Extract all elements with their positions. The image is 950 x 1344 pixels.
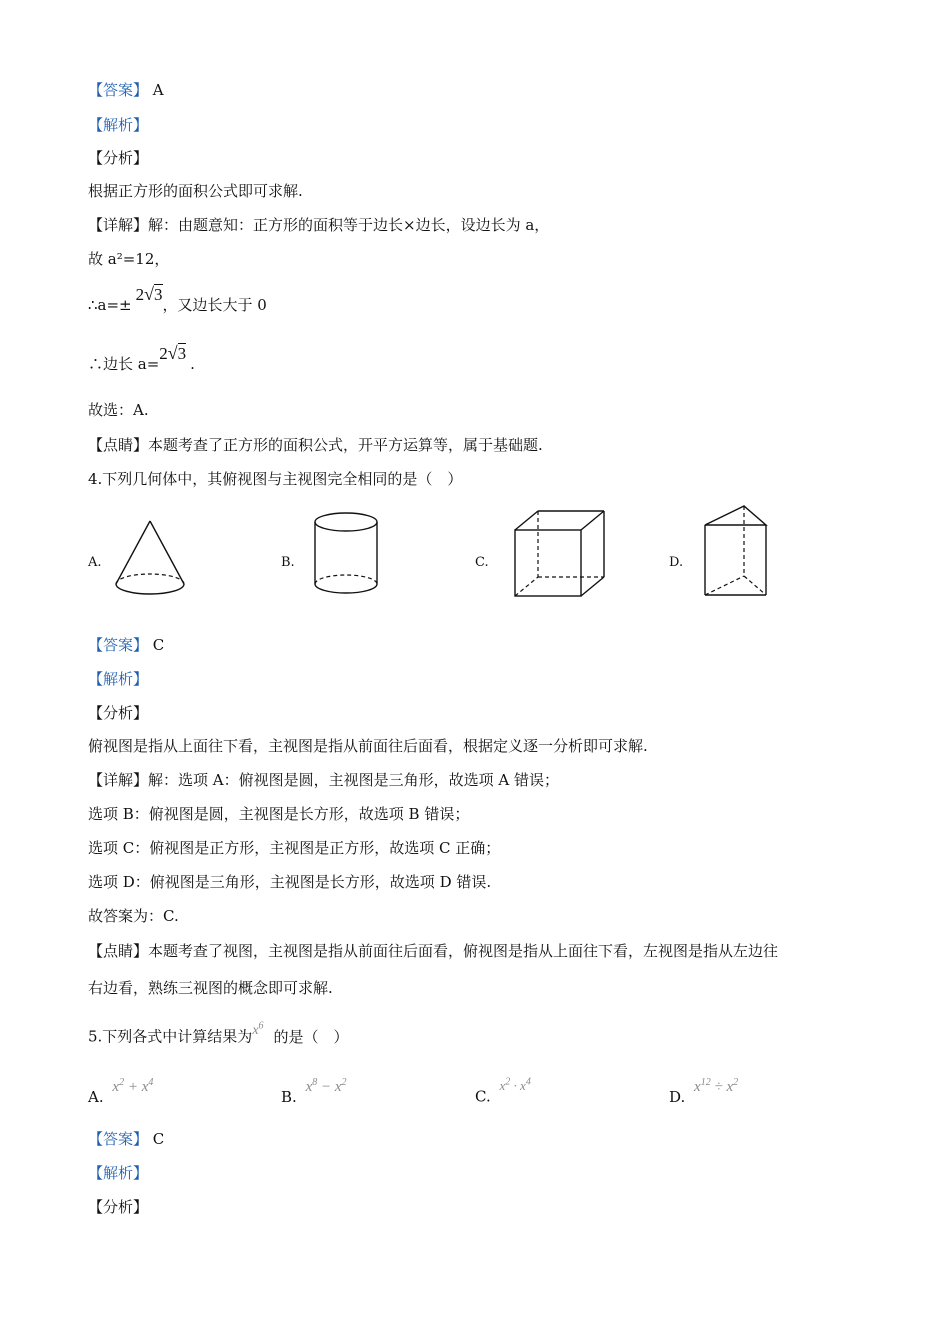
- q3-answer-line: [88, 80, 164, 100]
- detail-line: [88, 770, 559, 790]
- base-2: x: [726, 1079, 734, 1095]
- q5-option-b: [281, 1077, 347, 1108]
- option-expression: [694, 1079, 738, 1095]
- cylinder-figure: [310, 510, 382, 598]
- detail-text: 解：由题意知：正方形的面积等于边长×边长，设边长为 a，: [148, 216, 550, 234]
- q4-stem: 4.下列几何体中，其俯视图与主视图完全相同的是（ ）: [88, 470, 463, 488]
- base-2: x: [520, 1078, 526, 1094]
- dianjing-line: [88, 435, 543, 455]
- option-label: C.: [475, 1087, 491, 1106]
- equation-line: 故 a²=12，: [88, 250, 170, 268]
- root-line-2: [88, 343, 195, 374]
- base-1: x: [694, 1079, 701, 1095]
- exp-1: 12: [700, 1077, 711, 1088]
- stem-prefix: 5.下列各式中计算结果为: [88, 1027, 253, 1046]
- sqrt-expression: [159, 344, 186, 363]
- q5-answer-line: [88, 1129, 164, 1149]
- base-2: x: [334, 1079, 342, 1095]
- exp-1: 2: [119, 1077, 125, 1088]
- analysis-tag: 【解析】: [88, 116, 149, 134]
- answer-tag: 【答案】: [88, 1130, 149, 1148]
- choose-line: 故答案为：C.: [88, 907, 179, 925]
- base-1: x: [112, 1079, 120, 1095]
- fenxi-tag: 【分析】: [88, 704, 149, 722]
- stem-var: x: [252, 1022, 259, 1038]
- root-line-prefix: ∴a=±: [88, 296, 132, 314]
- detail-line: [88, 215, 549, 235]
- stem-exp: 6: [258, 1020, 264, 1031]
- root-line-suffix: ，又边长大于 0: [162, 296, 267, 314]
- q5-stem: [88, 1020, 349, 1049]
- sqrt-radicand: 3: [177, 344, 187, 363]
- prism-figure: [700, 503, 772, 601]
- fenxi-tag: 【分析】: [88, 1198, 149, 1216]
- operator: −: [321, 1079, 332, 1095]
- dianjing-line-2: 右边看，熟练三视图的概念即可求解.: [88, 979, 333, 997]
- option-expression: [112, 1079, 153, 1095]
- sqrt-radicand: 3: [154, 285, 163, 304]
- base-1: x: [499, 1078, 506, 1094]
- fenxi-text: 根据正方形的面积公式即可求解.: [88, 182, 303, 200]
- exp-2: 2: [733, 1077, 739, 1088]
- exp-2: 2: [341, 1077, 347, 1088]
- option-label: A.: [88, 1088, 104, 1106]
- option-label: D.: [669, 1088, 686, 1106]
- q5-option-c: [475, 1077, 531, 1107]
- exp-2: 4: [148, 1077, 154, 1088]
- answer-tag: 【答案】: [88, 81, 149, 99]
- option-label: B.: [281, 1088, 297, 1106]
- choose-line: 故选：A.: [88, 401, 149, 419]
- answer-value: C: [152, 1130, 165, 1148]
- root-line-prefix: ∴边长 a=: [88, 355, 160, 373]
- fenxi-tag: 【分析】: [88, 149, 149, 167]
- base-2: x: [141, 1079, 149, 1095]
- option-expression: [306, 1079, 347, 1095]
- cube-figure: [510, 508, 610, 600]
- operator: +: [127, 1079, 138, 1095]
- detail-text: 解：选项 A：俯视图是圆，主视图是三角形，故选项 A 错误；: [148, 771, 559, 789]
- sqrt-coefficient: 2: [159, 344, 168, 363]
- sqrt-expression: [136, 285, 163, 304]
- option-expression: [500, 1078, 531, 1093]
- detail-option-b: 选项 B：俯视图是圆，主视图是长方形，故选项 B 错误；: [88, 805, 470, 823]
- detail-option-c: 选项 C：俯视图是正方形，主视图是正方形，故选项 C 正确；: [88, 839, 501, 857]
- answer-tag: 【答案】: [88, 636, 149, 654]
- q5-option-d: [669, 1077, 739, 1108]
- dianjing-line: [88, 941, 778, 961]
- dianjing-text: 本题考查了视图，主视图是指从前面往后面看，俯视图是指从上面往下看，左视图是指从左边往: [148, 942, 779, 960]
- q4-option-b-label: B.: [281, 555, 295, 570]
- cone-figure: [112, 518, 188, 598]
- dianjing-text: 本题考查了正方形的面积公式，开平方运算等，属于基础题.: [148, 436, 543, 454]
- q4-option-d-label: D.: [669, 555, 684, 570]
- exp-1: 8: [312, 1077, 318, 1088]
- dianjing-tag: 【点睛】: [88, 436, 149, 454]
- base-1: x: [305, 1079, 313, 1095]
- q4-option-c-label: C.: [475, 555, 489, 570]
- q5-option-a: [88, 1077, 154, 1108]
- detail-option-d: 选项 D：俯视图是三角形，主视图是长方形，故选项 D 错误.: [88, 873, 492, 891]
- stem-math: [252, 1020, 264, 1038]
- operator: ÷: [714, 1079, 723, 1095]
- fenxi-text: 俯视图是指从上面往下看，主视图是指从前面往后面看，根据定义逐一分析即可求解.: [88, 737, 648, 755]
- q4-answer-line: [88, 635, 164, 655]
- sqrt-sign: √: [167, 343, 178, 363]
- root-line-suffix: .: [190, 355, 195, 373]
- answer-value: A: [152, 81, 164, 99]
- root-line-1: [88, 284, 267, 315]
- answer-value: C: [152, 636, 165, 654]
- exp-2: 4: [525, 1077, 531, 1088]
- detail-tag: 【详解】: [88, 216, 149, 234]
- dianjing-tag: 【点睛】: [88, 942, 149, 960]
- sqrt-sign: √: [144, 284, 155, 304]
- exp-1: 2: [505, 1077, 511, 1088]
- stem-suffix: 的是（ ）: [273, 1027, 349, 1046]
- analysis-tag: 【解析】: [88, 670, 149, 688]
- sqrt-coefficient: 2: [135, 285, 145, 304]
- detail-tag: 【详解】: [88, 771, 149, 789]
- q4-option-a-label: A.: [88, 555, 102, 570]
- analysis-tag: 【解析】: [88, 1164, 149, 1182]
- operator: ·: [513, 1078, 517, 1094]
